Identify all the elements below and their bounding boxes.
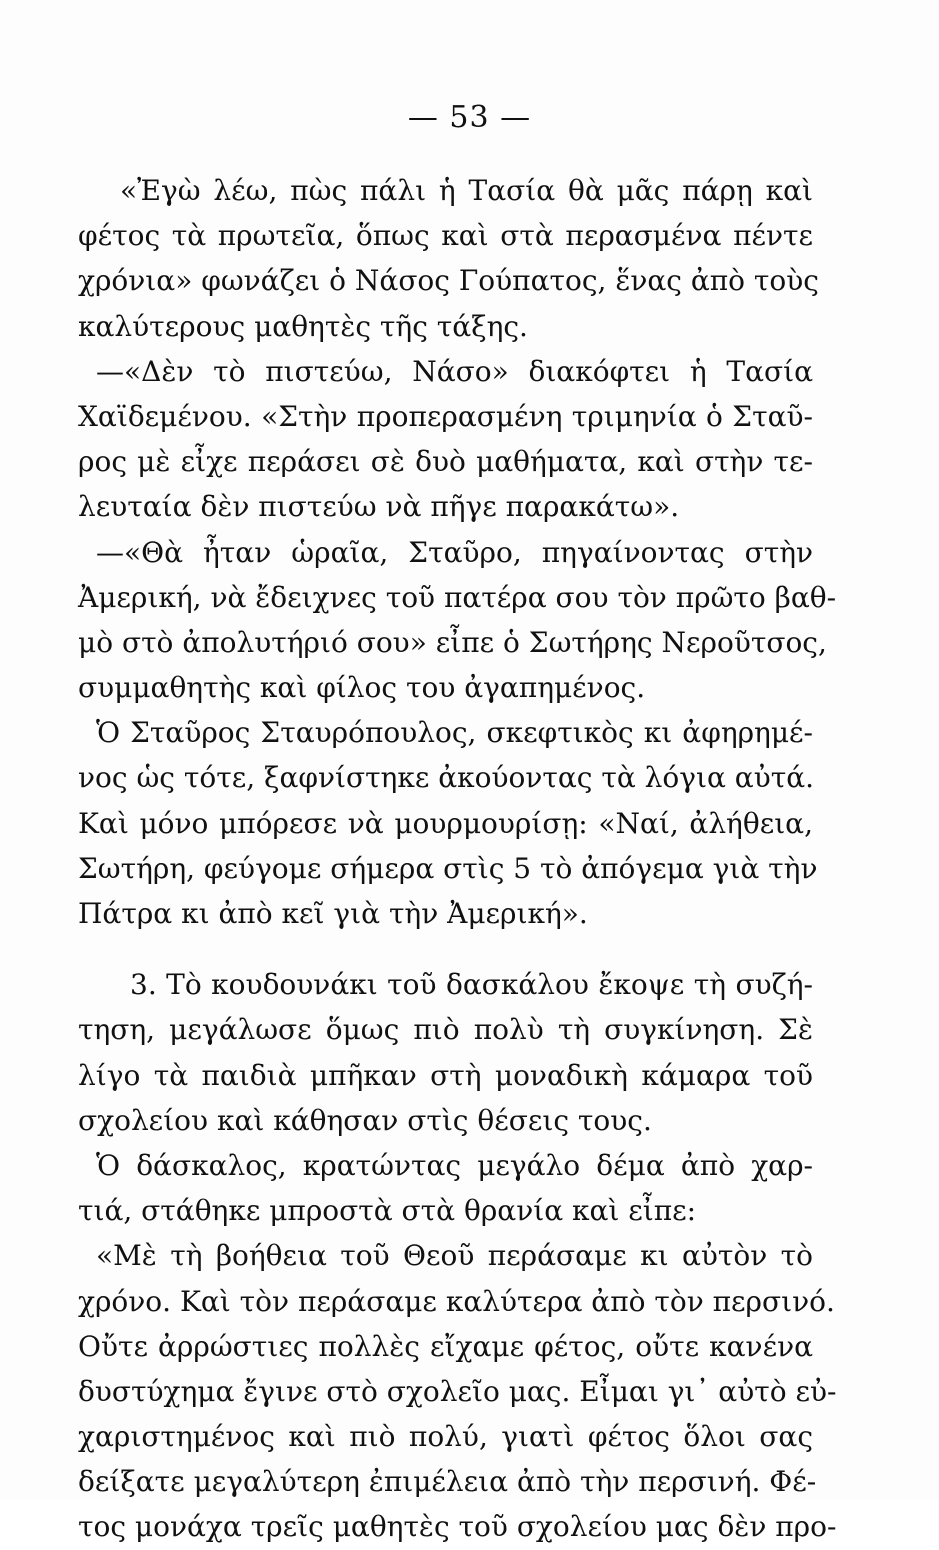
text-line: Ὁ Σταῦρος Σταυρόπουλος, σκεφτικὸς κι ἀφηρημέ- [96, 716, 813, 750]
text-line: νος ὡς τότε, ξαφνίστηκε ἀκούοντας τὰ λόγια αὐτά. [78, 761, 815, 795]
text-line: Ὁ δάσκαλος, κρατώντας μεγάλο δέμα ἀπὸ χαρ- [96, 1148, 813, 1182]
text-line: φέτος τὰ πρωτεῖα, ὅπως καὶ στὰ περασμένα πέντε [78, 219, 813, 253]
text-line: σχολείου καὶ κάθησαν στὶς θέσεις τους. [78, 1103, 652, 1137]
text-line: Καὶ μόνο μπόρεσε νὰ μουρμουρίσῃ: «Ναί, ἀλήθεια, [78, 806, 813, 840]
text-line: —«Θὰ ἦταν ὡραῖα, Σταῦρο, πηγαίνοντας στὴν [96, 535, 813, 569]
text-line: 3. Τὸ κουδουνάκι τοῦ δασκάλου ἔκοψε τὴ συζή- [130, 968, 813, 1002]
text-line: δείξατε μεγαλύτερη ἐπιμέλεια ἀπὸ τὴν περσινή. Φέ- [78, 1465, 817, 1499]
text-line: καλύτερους μαθητὲς τῆς τάξης. [78, 309, 528, 343]
text-line: τηση, μεγάλωσε ὅμως πιὸ πολὺ τὴ συγκίνηση. Σὲ [78, 1013, 813, 1047]
text-line: Σωτήρη, φεύγομε σήμερα στὶς 5 τὸ ἀπόγεμα γιὰ τὴν [78, 851, 818, 885]
text-line: συμμαθητὴς καὶ φίλος του ἀγαπημένος. [78, 671, 646, 705]
text-line: «Μὲ τὴ βοήθεια τοῦ Θεοῦ περάσαμε κι αὐτὸν τὸ [96, 1239, 813, 1273]
text-line: λευταία δὲν πιστεύω νὰ πῆγε παρακάτω». [78, 490, 680, 524]
body-text [78, 168, 837, 1550]
text-line: «Ἐγὼ λέω, πὼς πάλι ἡ Τασία θὰ μᾶς πάρῃ καὶ [120, 174, 813, 207]
text-line: χρόνο. Καὶ τὸν περάσαμε καλύτερα ἀπὸ τὸν περσινό. [78, 1284, 835, 1318]
text-line: —«Δὲν τὸ πιστεύω, Νάσο» διακόφτει ἡ Τασία [96, 354, 813, 388]
text-line: λίγο τὰ παιδιὰ μπῆκαν στὴ μοναδικὴ κάμαρα τοῦ [78, 1058, 813, 1092]
text-line: ρος μὲ εἶχε περάσει σὲ δυὸ μαθήματα, καὶ στὴν τε- [78, 445, 813, 479]
text-line: Οὔτε ἀρρώστιες πολλὲς εἴχαμε φέτος, οὔτε κανένα [78, 1329, 813, 1363]
text-line: τιά, στάθηκε μπροστὰ στὰ θρανία καὶ εἶπε: [78, 1194, 697, 1228]
text-line: χρόνια» φωνάζει ὁ Νάσος Γούπατος, ἕνας ἀπὸ τοὺς [78, 264, 819, 298]
text-line: Πάτρα κι ἀπὸ κεῖ γιὰ τὴν Ἀμερική». [78, 897, 588, 930]
text-line: Ἀμερική, νὰ ἔδειχνες τοῦ πατέρα σου τὸν πρῶτο βαθ- [78, 580, 837, 614]
page-number: — 53 — [407, 100, 532, 135]
text-line: τος μονάχα τρεῖς μαθητὲς τοῦ σχολείου μας δὲν προ- [78, 1510, 837, 1544]
text-line: Χαϊδεμένου. «Στὴν προπερασμένη τριμηνία ὁ Σταῦ- [78, 399, 813, 433]
text-line: δυστύχημα ἔγινε στὸ σχολεῖο μας. Εἶμαι γι᾽ αὐτὸ εὐ- [78, 1374, 837, 1408]
text-line: χαριστημένος καὶ πιὸ πολύ, γιατὶ φέτος ὅλοι σας [78, 1420, 813, 1454]
text-line: μὸ στὸ ἀπολυτήριό σου» εἶπε ὁ Σωτήρης Νεροῦτσος, [78, 625, 827, 659]
